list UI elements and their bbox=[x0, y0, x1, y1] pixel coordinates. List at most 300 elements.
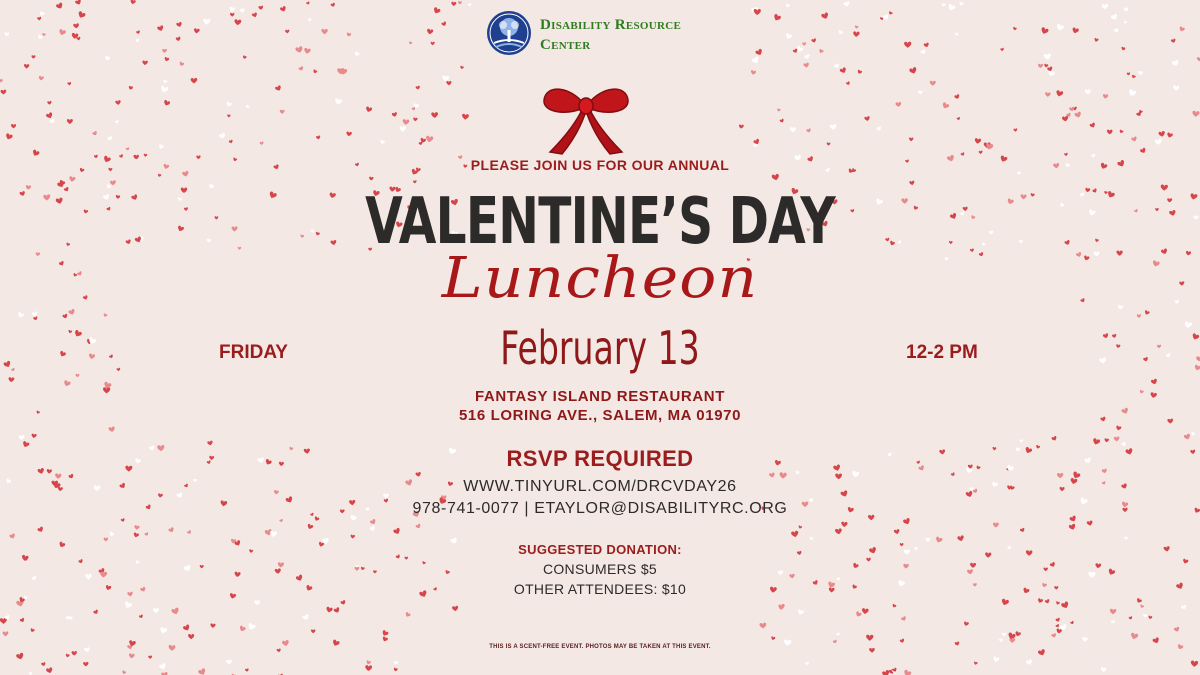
heart-decoration bbox=[109, 354, 114, 359]
heart-decoration bbox=[49, 118, 55, 124]
heart-decoration bbox=[1045, 599, 1051, 604]
heart-decoration bbox=[159, 663, 167, 671]
heart-decoration bbox=[37, 17, 42, 21]
heart-decoration bbox=[1184, 321, 1193, 329]
heart-decoration bbox=[1179, 26, 1186, 32]
heart-decoration bbox=[183, 624, 191, 632]
rsvp-contact: 978-741-0077 | ETAYLOR@DISABILITYRC.ORG bbox=[412, 500, 788, 517]
rsvp-details bbox=[0, 476, 1200, 520]
heart-decoration bbox=[894, 529, 900, 535]
heart-decoration bbox=[1082, 637, 1088, 643]
heart-decoration bbox=[311, 629, 316, 633]
heart-decoration bbox=[431, 42, 435, 46]
heart-decoration bbox=[1143, 614, 1147, 618]
heart-decoration bbox=[1158, 131, 1165, 138]
donation-details bbox=[0, 559, 1200, 599]
heart-decoration bbox=[802, 42, 806, 46]
heart-decoration bbox=[1103, 94, 1109, 99]
heart-decoration bbox=[777, 109, 781, 112]
heart-decoration bbox=[854, 25, 858, 29]
venue-name: FANTASY ISLAND RESTAURANT bbox=[474, 388, 725, 405]
heart-decoration bbox=[346, 131, 352, 136]
heart-decoration bbox=[93, 609, 99, 615]
heart-decoration bbox=[1001, 598, 1010, 606]
heart-decoration bbox=[134, 525, 140, 530]
heart-decoration bbox=[779, 118, 784, 123]
heart-decoration bbox=[853, 31, 860, 37]
heart-decoration bbox=[1191, 660, 1199, 667]
heart-decoration bbox=[1013, 128, 1017, 131]
heart-decoration bbox=[116, 368, 120, 372]
heart-decoration bbox=[1055, 624, 1060, 628]
heart-decoration bbox=[974, 138, 981, 144]
heart-decoration bbox=[62, 313, 68, 319]
heart-decoration bbox=[1056, 628, 1062, 634]
donation-consumers: CONSUMERS $5 bbox=[542, 561, 658, 577]
heart-decoration bbox=[458, 1, 462, 5]
heart-decoration bbox=[1119, 129, 1124, 134]
heart-decoration bbox=[1047, 70, 1055, 77]
heart-decoration bbox=[159, 627, 167, 634]
heart-decoration bbox=[1196, 355, 1200, 363]
heart-decoration bbox=[1166, 132, 1173, 138]
heart-decoration bbox=[993, 656, 1000, 662]
heart-decoration bbox=[979, 150, 983, 154]
heart-decoration bbox=[1194, 364, 1200, 371]
heart-decoration bbox=[67, 119, 73, 124]
heart-decoration bbox=[210, 623, 215, 628]
event-subtitle: Luncheon bbox=[441, 246, 759, 311]
heart-decoration bbox=[130, 0, 136, 5]
heart-decoration bbox=[1121, 47, 1126, 51]
heart-decoration bbox=[157, 25, 164, 32]
heart-decoration bbox=[77, 11, 86, 20]
heart-decoration bbox=[901, 616, 907, 622]
heart-decoration bbox=[1000, 48, 1004, 52]
heart-decoration bbox=[1128, 616, 1132, 620]
heart-decoration bbox=[340, 600, 346, 606]
heart-decoration bbox=[350, 535, 355, 539]
heart-decoration bbox=[843, 1, 850, 7]
heart-decoration bbox=[106, 207, 111, 212]
heart-decoration bbox=[9, 533, 16, 539]
heart-decoration bbox=[1131, 74, 1136, 78]
heart-decoration bbox=[260, 141, 264, 145]
heart-decoration bbox=[230, 13, 235, 17]
heart-decoration bbox=[346, 32, 351, 37]
rsvp-heading: RSVP REQUIRED bbox=[506, 446, 694, 471]
heart-decoration bbox=[225, 101, 232, 107]
heart-decoration bbox=[1059, 202, 1064, 207]
heart-decoration bbox=[106, 184, 112, 189]
tree-icon bbox=[486, 10, 532, 56]
heart-decoration bbox=[153, 608, 159, 613]
heart-decoration bbox=[862, 608, 869, 614]
heart-decoration bbox=[1110, 14, 1118, 21]
heart-decoration bbox=[895, 102, 901, 108]
heart-decoration bbox=[193, 28, 199, 34]
heart-decoration bbox=[168, 527, 175, 533]
heart-decoration bbox=[55, 197, 63, 204]
heart-decoration bbox=[369, 525, 376, 532]
heart-decoration bbox=[1167, 198, 1172, 202]
heart-decoration bbox=[1184, 433, 1191, 440]
heart-decoration bbox=[1151, 378, 1158, 385]
heart-decoration bbox=[11, 124, 16, 129]
heart-decoration bbox=[1128, 89, 1137, 97]
heart-decoration bbox=[239, 8, 245, 14]
heart-decoration bbox=[460, 66, 464, 70]
heart-decoration bbox=[451, 2, 456, 6]
heart-decoration bbox=[1192, 111, 1200, 118]
heart-decoration bbox=[285, 30, 289, 34]
heart-decoration bbox=[1157, 345, 1161, 349]
heart-decoration bbox=[366, 660, 371, 665]
heart-decoration bbox=[176, 22, 182, 28]
heart-decoration bbox=[19, 191, 25, 197]
heart-decoration bbox=[37, 526, 44, 533]
heart-decoration bbox=[739, 124, 744, 128]
heart-decoration bbox=[245, 668, 249, 672]
heart-decoration bbox=[954, 94, 960, 100]
heart-decoration bbox=[245, 105, 250, 110]
heart-decoration bbox=[826, 142, 830, 146]
heart-decoration bbox=[1055, 90, 1063, 97]
heart-decoration bbox=[818, 49, 824, 54]
heart-decoration bbox=[303, 48, 311, 55]
heart-decoration bbox=[242, 55, 247, 59]
heart-decoration bbox=[171, 607, 180, 615]
footer-note: THIS IS A SCENT-FREE EVENT. PHOTOS MAY BE TAKEN AT THIS EVENT. bbox=[489, 644, 711, 650]
heart-decoration bbox=[441, 21, 447, 27]
heart-decoration bbox=[163, 79, 168, 84]
heart-decoration bbox=[432, 7, 440, 15]
heart-decoration bbox=[1123, 7, 1128, 11]
heart-decoration bbox=[1191, 333, 1199, 341]
heart-decoration bbox=[830, 124, 837, 130]
heart-decoration bbox=[280, 110, 285, 114]
heart-decoration bbox=[1138, 71, 1143, 75]
heart-decoration bbox=[839, 67, 847, 74]
heart-decoration bbox=[1092, 188, 1098, 193]
heart-decoration bbox=[1085, 89, 1091, 95]
heart-decoration bbox=[942, 3, 946, 6]
heart-decoration bbox=[1110, 609, 1117, 615]
heart-decoration bbox=[1137, 314, 1141, 318]
heart-decoration bbox=[442, 75, 450, 82]
heart-decoration bbox=[75, 0, 82, 6]
heart-decoration bbox=[803, 62, 809, 68]
heart-decoration bbox=[866, 635, 873, 641]
heart-decoration bbox=[405, 612, 411, 618]
heart-decoration bbox=[836, 632, 840, 636]
heart-decoration bbox=[1116, 344, 1121, 348]
heart-decoration bbox=[308, 18, 312, 21]
heart-decoration bbox=[365, 665, 372, 671]
heart-decoration bbox=[1160, 184, 1168, 191]
heart-decoration bbox=[1115, 425, 1121, 431]
heart-decoration bbox=[333, 607, 340, 614]
heart-decoration bbox=[1062, 116, 1069, 122]
heart-decoration bbox=[109, 531, 115, 537]
heart-decoration bbox=[452, 606, 459, 612]
heart-decoration bbox=[857, 69, 862, 74]
heart-decoration bbox=[790, 127, 796, 132]
heart-decoration bbox=[19, 618, 25, 624]
heart-decoration bbox=[855, 611, 862, 618]
heart-decoration bbox=[103, 194, 110, 201]
heart-decoration bbox=[393, 667, 398, 671]
heart-decoration bbox=[298, 66, 304, 72]
heart-decoration bbox=[963, 621, 969, 626]
heart-decoration bbox=[392, 112, 398, 117]
logo-line-1: Disability Resource bbox=[540, 17, 682, 33]
heart-decoration bbox=[957, 535, 965, 542]
heart-decoration bbox=[1014, 631, 1021, 637]
heart-decoration bbox=[160, 85, 169, 93]
heart-decoration bbox=[426, 29, 433, 35]
heart-decoration bbox=[960, 152, 965, 156]
heart-decoration bbox=[65, 654, 70, 658]
heart-decoration bbox=[128, 86, 133, 91]
heart-decoration bbox=[0, 78, 3, 83]
heart-decoration bbox=[771, 174, 779, 182]
heart-decoration bbox=[104, 55, 110, 61]
heart-decoration bbox=[468, 3, 472, 7]
heart-decoration bbox=[58, 29, 66, 36]
heart-decoration bbox=[2, 631, 8, 636]
heart-decoration bbox=[326, 606, 333, 613]
heart-decoration bbox=[1095, 238, 1099, 242]
heart-decoration bbox=[229, 7, 235, 13]
heart-decoration bbox=[131, 194, 139, 201]
heart-decoration bbox=[1002, 633, 1006, 637]
heart-decoration bbox=[462, 114, 469, 120]
heart-decoration bbox=[1114, 28, 1120, 33]
heart-decoration bbox=[1064, 153, 1068, 157]
heart-decoration bbox=[59, 350, 67, 357]
heart-decoration bbox=[759, 622, 766, 628]
heart-decoration bbox=[41, 662, 46, 667]
heart-decoration bbox=[1068, 523, 1076, 530]
heart-decoration bbox=[750, 70, 756, 75]
heart-decoration bbox=[72, 651, 78, 656]
heart-decoration bbox=[920, 49, 926, 55]
heart-decoration bbox=[26, 185, 31, 190]
heart-decoration bbox=[900, 638, 905, 643]
heart-decoration bbox=[31, 433, 36, 438]
heart-decoration bbox=[956, 117, 960, 121]
heart-decoration bbox=[798, 525, 802, 529]
heart-decoration bbox=[1040, 27, 1049, 35]
heart-decoration bbox=[1080, 192, 1085, 197]
heart-decoration bbox=[1134, 209, 1139, 214]
heart-decoration bbox=[1131, 136, 1138, 142]
heart-decoration bbox=[1026, 659, 1033, 666]
heart-decoration bbox=[107, 136, 113, 141]
heart-decoration bbox=[838, 30, 844, 35]
heart-decoration bbox=[923, 42, 929, 48]
heart-decoration bbox=[1051, 436, 1057, 442]
heart-decoration bbox=[275, 85, 282, 92]
donation-heading: SUGGESTED DONATION: bbox=[518, 542, 682, 557]
heart-decoration bbox=[157, 173, 161, 177]
heart-decoration bbox=[83, 209, 88, 214]
heart-decoration bbox=[821, 12, 830, 20]
heart-decoration bbox=[755, 48, 763, 56]
heart-decoration bbox=[33, 316, 38, 321]
venue-address: 516 LORING AVE., SALEM, MA 01970 bbox=[458, 407, 742, 424]
heart-decoration bbox=[30, 628, 35, 633]
intro-text: PLEASE JOIN US FOR OUR ANNUAL bbox=[470, 157, 730, 173]
heart-decoration bbox=[158, 144, 164, 149]
heart-decoration bbox=[1044, 64, 1049, 68]
heart-decoration bbox=[846, 81, 851, 86]
heart-decoration bbox=[1043, 53, 1051, 60]
heart-decoration bbox=[198, 668, 207, 675]
heart-decoration bbox=[999, 638, 1004, 642]
heart-decoration bbox=[164, 57, 169, 62]
heart-decoration bbox=[888, 11, 893, 15]
heart-decoration bbox=[415, 523, 421, 529]
heart-decoration bbox=[135, 38, 140, 42]
heart-decoration bbox=[773, 14, 782, 22]
heart-decoration bbox=[804, 54, 811, 60]
heart-decoration bbox=[68, 330, 72, 334]
heart-decoration bbox=[1086, 520, 1093, 526]
heart-decoration bbox=[306, 1, 310, 5]
heart-decoration bbox=[67, 82, 71, 86]
heart-decoration bbox=[5, 32, 10, 36]
heart-decoration bbox=[29, 672, 33, 675]
heart-decoration bbox=[1045, 92, 1051, 97]
heart-decoration bbox=[415, 85, 420, 90]
heart-decoration bbox=[136, 30, 141, 34]
heart-decoration bbox=[1103, 333, 1110, 339]
heart-decoration bbox=[393, 660, 398, 665]
heart-decoration bbox=[393, 527, 401, 535]
heart-decoration bbox=[234, 19, 241, 25]
heart-decoration bbox=[425, 136, 433, 143]
heart-decoration bbox=[431, 112, 438, 118]
heart-decoration bbox=[1190, 432, 1195, 437]
heart-decoration bbox=[1140, 604, 1145, 608]
heart-decoration bbox=[1070, 621, 1075, 625]
heart-decoration bbox=[402, 119, 409, 125]
heart-decoration bbox=[834, 63, 840, 68]
heart-decoration bbox=[1019, 439, 1023, 442]
heart-decoration bbox=[382, 636, 389, 642]
heart-decoration bbox=[302, 614, 310, 621]
event-date: February 13 bbox=[500, 321, 700, 375]
heart-decoration bbox=[321, 29, 327, 34]
heart-decoration bbox=[1190, 193, 1198, 200]
heart-decoration bbox=[11, 368, 15, 372]
heart-decoration bbox=[797, 609, 804, 616]
heart-decoration bbox=[771, 636, 776, 640]
heart-decoration bbox=[369, 177, 374, 181]
heart-decoration bbox=[115, 195, 120, 199]
heart-decoration bbox=[203, 19, 210, 25]
heart-decoration bbox=[751, 56, 760, 65]
heart-decoration bbox=[1107, 130, 1113, 135]
heart-decoration bbox=[252, 12, 258, 18]
heart-decoration bbox=[1088, 209, 1096, 216]
heart-decoration bbox=[43, 194, 51, 201]
heart-decoration bbox=[148, 655, 152, 659]
venue-block bbox=[0, 387, 1200, 425]
heart-decoration bbox=[16, 652, 25, 660]
heart-decoration bbox=[19, 435, 25, 440]
heart-decoration bbox=[1173, 85, 1179, 91]
heart-decoration bbox=[446, 81, 451, 85]
heart-decoration bbox=[238, 625, 246, 632]
heart-decoration bbox=[24, 64, 29, 69]
heart-decoration bbox=[334, 98, 342, 105]
heart-decoration bbox=[46, 112, 54, 120]
heart-decoration bbox=[56, 2, 64, 10]
heart-decoration bbox=[1106, 191, 1115, 199]
heart-decoration bbox=[46, 667, 54, 674]
heart-decoration bbox=[955, 32, 959, 36]
heart-decoration bbox=[918, 90, 923, 94]
heart-decoration bbox=[191, 78, 198, 84]
heart-decoration bbox=[1072, 27, 1080, 34]
heart-decoration bbox=[882, 14, 889, 21]
heart-decoration bbox=[993, 523, 999, 528]
heart-decoration bbox=[316, 135, 321, 140]
heart-decoration bbox=[1085, 188, 1091, 193]
heart-decoration bbox=[1020, 528, 1026, 533]
heart-decoration bbox=[1171, 38, 1177, 43]
heart-decoration bbox=[1155, 138, 1163, 145]
heart-decoration bbox=[5, 133, 13, 141]
heart-decoration bbox=[1111, 619, 1116, 624]
heart-decoration bbox=[947, 4, 956, 12]
logo-text bbox=[540, 15, 681, 55]
heart-decoration bbox=[1124, 536, 1128, 540]
heart-decoration bbox=[175, 36, 181, 41]
heart-decoration bbox=[39, 11, 45, 16]
heart-decoration bbox=[811, 38, 817, 43]
heart-decoration bbox=[1056, 601, 1060, 605]
heart-decoration bbox=[1104, 438, 1109, 442]
heart-decoration bbox=[1124, 21, 1128, 24]
heart-decoration bbox=[219, 133, 227, 140]
heart-decoration bbox=[1055, 617, 1060, 622]
heart-decoration bbox=[75, 374, 79, 378]
heart-decoration bbox=[115, 120, 120, 124]
heart-decoration bbox=[1102, 4, 1109, 10]
heart-decoration bbox=[1174, 626, 1181, 632]
heart-decoration bbox=[126, 147, 130, 151]
heart-decoration bbox=[83, 662, 89, 667]
heart-decoration bbox=[1101, 667, 1107, 672]
heart-decoration bbox=[73, 329, 82, 338]
heart-decoration bbox=[930, 81, 936, 86]
heart-decoration bbox=[1094, 38, 1099, 43]
heart-decoration bbox=[903, 669, 912, 675]
event-day: FRIDAY bbox=[219, 342, 288, 363]
event-time: 12-2 PM bbox=[906, 342, 978, 363]
heart-decoration bbox=[973, 661, 977, 665]
heart-decoration bbox=[864, 116, 870, 121]
heart-decoration bbox=[312, 69, 317, 74]
heart-decoration bbox=[88, 353, 95, 359]
heart-decoration bbox=[258, 6, 263, 11]
heart-decoration bbox=[909, 67, 918, 75]
heart-decoration bbox=[64, 187, 70, 193]
